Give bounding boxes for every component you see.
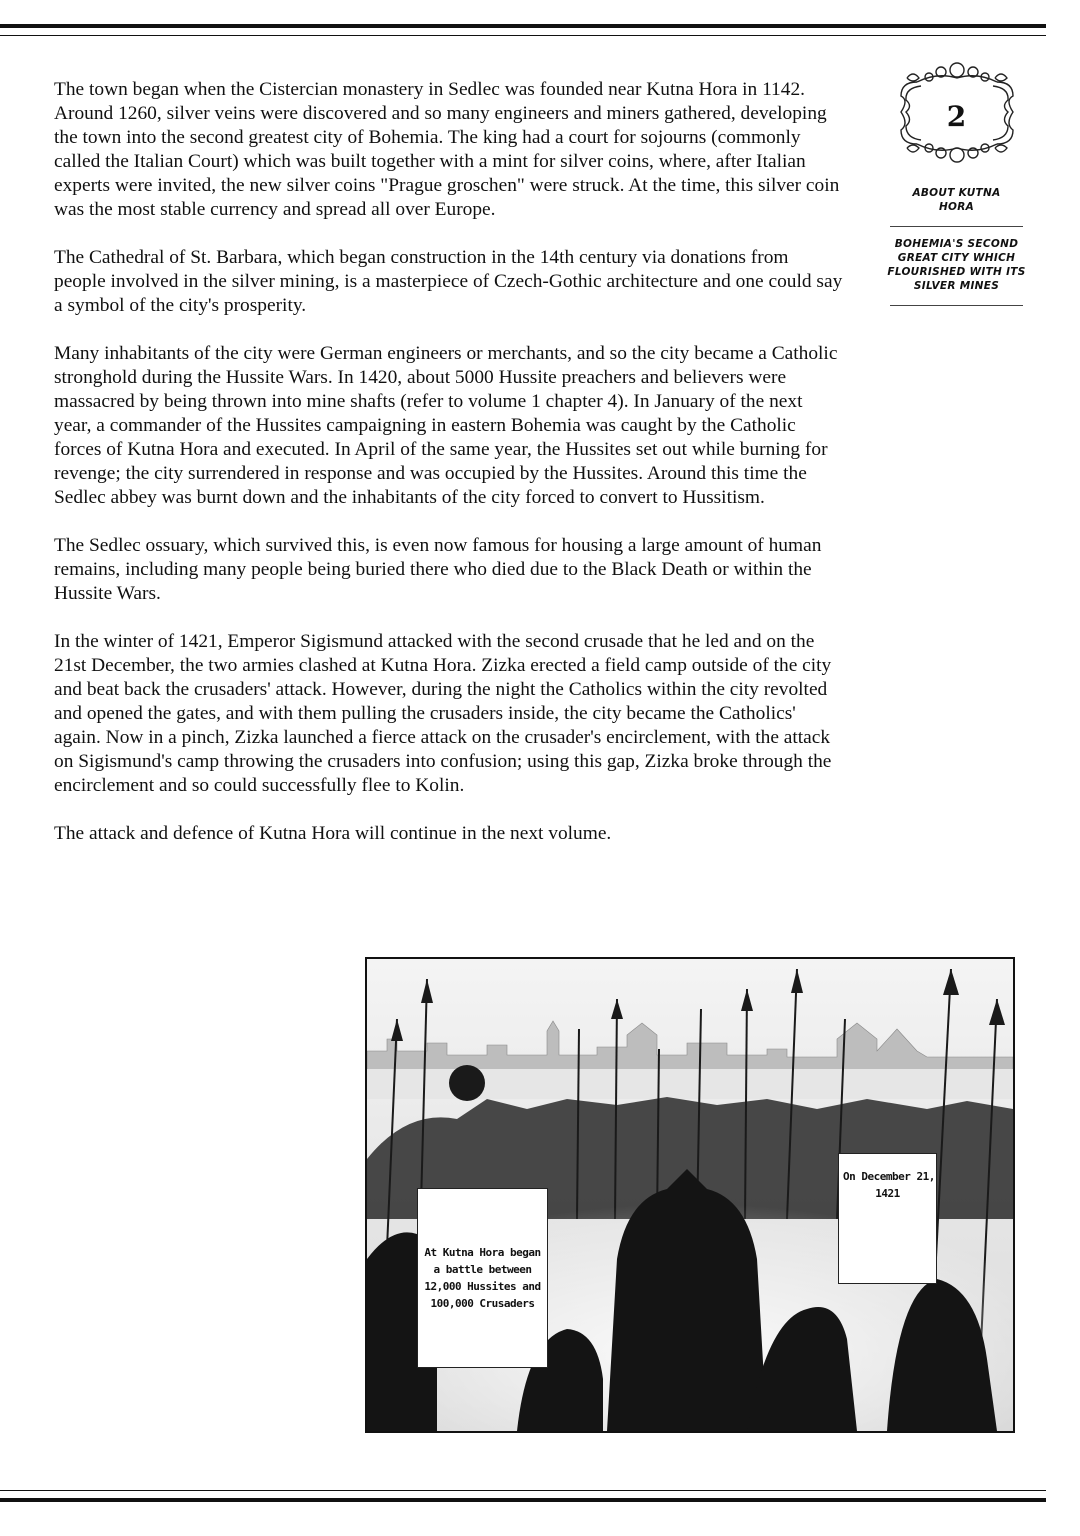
paragraph: In the winter of 1421, Emperor Sigismund attacked with the second crusade that he led and on the 21st December, the two armies clashed at Kutna Hora. Zizka erected a field camp outside of the city and beat back the crusaders' attack. However, during the night the Catholics within the city revolted and opened the gates, and with them pulling the crusaders inside, the city became the Catholics' again. Now in a pinch, Zizka launched a fierce attack on the crusader's encirclement, with the attack on Sigismund's camp throwing the crusaders into confusion; using this gap, Zizka broke through the encirclement and so could successfully flee to Kolin. [54, 631, 832, 796]
paragraph: The Sedlec ossuary, which survived this, is even now famous for housing a large amount of human remains, including many people being buried there who died due to the Black Death or within the Hussite Wars. [54, 535, 822, 604]
article-body [54, 78, 844, 870]
paragraph: Many inhabitants of the city were German engineers or merchants, and so the city became a Catholic stronghold during the Hussite Wars. In 1420, about 5000 Hussite preachers and believers were massacred by being thrown into mine shafts (refer to volume 1 chapter 4). In January of the next year, a commander of the Hussites campaigning in eastern Bohemia was caught by the Catholic forces of Kutna Hora and executed. In April of the same year, the Hussites set out while burning for revenge; the city surrendered in response and was occupied by the Hussites. Around this time the Sedlec abbey was burnt down and the inhabitants of the city forced to convert to Hussitism. [54, 343, 838, 508]
paragraph: The attack and defence of Kutna Hora will continue in the next volume. [54, 823, 612, 844]
caption-line: a battle between [433, 1263, 532, 1276]
bottom-rule-thin [0, 1490, 1046, 1491]
caption-box-right [838, 1153, 937, 1284]
paragraph: The Cathedral of St. Barbara, which began construction in the 14th century via donations from people involved in the silver mining, is a masterpiece of Czech-Gothic architecture and one could say a symbol of the city's prosperity. [54, 247, 843, 316]
caption-line: On December 21, [843, 1170, 935, 1183]
caption-box-left [417, 1188, 548, 1368]
sidebar-divider [890, 226, 1023, 227]
manga-panel [365, 957, 1015, 1433]
chapter-subtitle: BOHEMIA'S SECOND GREAT CITY WHICH FLOURISHED WITH ITS SILVER MINES [887, 238, 1026, 292]
top-rule-thick [0, 24, 1046, 28]
chapter-sidebar [884, 60, 1029, 310]
caption-line: 12,000 Hussites and [424, 1280, 541, 1293]
ornate-frame-badge [887, 60, 1027, 164]
chapter-number: 2 [946, 100, 967, 133]
paragraph: The town began when the Cistercian monastery in Sedlec was founded near Kutna Hora in 1142. Around 1260, silver veins were discovered and so many engineers and miners gathered, developing the town into the second greatest city of Bohemia. The king had a court for sojourns (commonly called the Italian Court) which was built together with a mint for silver coins, where, after Italian experts were invited, the new silver coins "Prague groschen" were struck. At the time, this silver coin was the most stable currency and spread all over Europe. [54, 79, 840, 220]
top-rule-thin [0, 35, 1046, 36]
caption-line: 100,000 Crusaders [430, 1297, 535, 1310]
caption-line: 1421 [875, 1187, 900, 1200]
bottom-rule-thick [0, 1498, 1046, 1502]
chapter-title: ABOUT KUTNA HORA [912, 187, 1001, 213]
sidebar-divider [890, 305, 1023, 306]
caption-line: At Kutna Hora began [424, 1246, 541, 1259]
